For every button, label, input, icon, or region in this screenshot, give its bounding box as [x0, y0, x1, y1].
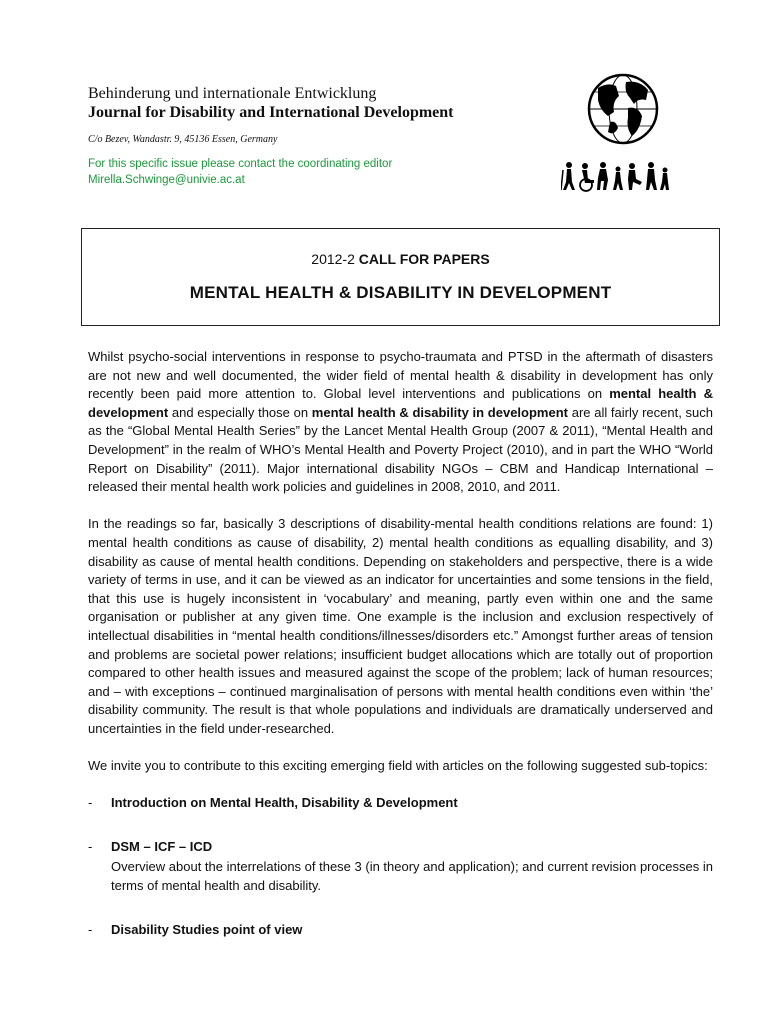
contact-info [88, 156, 454, 188]
intro-paragraph [88, 348, 713, 497]
topic-title: DSM – ICF – ICD [111, 838, 213, 854]
invite-paragraph: We invite you to contribute to this exciting emerging field with articles on the following suggested sub-topics: [88, 758, 708, 774]
topic-title: Introduction on Mental Health, Disability & Development [111, 795, 458, 811]
issue-number: 2012-2 [311, 251, 355, 267]
contact-text: For this specific issue please contact the coordinating editor [88, 158, 393, 170]
call-heading [82, 251, 719, 267]
intro-bold-2: mental health & disability in development [311, 404, 568, 420]
topic-item [88, 794, 713, 813]
topic-item [88, 838, 713, 896]
journal-address: C/o Bezev, Wandastr. 9, 45136 Essen, Germany [88, 134, 278, 145]
bullet-dash: - [88, 795, 93, 811]
document-body [88, 348, 713, 964]
topic-item [88, 921, 713, 940]
intro-text-2: and especially those on [168, 404, 312, 420]
topic-list [88, 794, 713, 939]
call-title: MENTAL HEALTH & DISABILITY IN DEVELOPMENT [189, 283, 612, 302]
disability-figures-icon [561, 160, 671, 192]
readings-paragraph: In the readings so far, basically 3 descriptions of disability-mental health conditions relations are found: 1) mental health conditions as cause of disability, 2) mental health conditions as equalling disability, and 3) disability as cause of mental health conditions. Depending on stakeholders and perspective, there is a wide variety of terms in use, and it can be viewed as an indicator for uncertainties and some tensions in the field, that this use is hugely inconsistent in ‘vocabulary’ and meaning, partly even within one and the same organisation or publisher at any given time. One example is the inclusion and exclusion respectively of intellectual disabilities in “mental health conditions/illnesses/disorders etc.” Amongst further areas of tension and problems are societal power relations; insufficient budget allocations which are totally out of proportion compared to other health issues and measured against the scope of the problem; lack of human resources; and – with exceptions – continued marginalisation of persons with mental health conditions even within ‘the’ disability community. The result is that whole populations and individuals are dramatically underserved and uncertainties in the field under-researched. [88, 516, 713, 736]
intro-bold-1: mental health & development [88, 386, 713, 420]
journal-header [88, 84, 454, 188]
journal-title-english: Journal for Disability and International Development [88, 104, 454, 121]
journal-title-german: Behinderung und internationale Entwicklung [88, 85, 377, 102]
intro-text-3: are all fairly recent, such as the “Global Mental Health Series” by the Lancet Mental Health Group (2007 & 2011), “Mental Health and Development” in the realm of WHO’s Mental Health and Poverty Project (2010), and in part the WHO “World Report on Disability” (2011). Major international disability NGOs – CBM and Handicap International – released their mental health work policies and guidelines in 2008, 2010, and 2011. [88, 404, 713, 495]
contact-email[interactable]: Mirella.Schwinge@univie.ac.at [88, 174, 245, 186]
bullet-dash: - [88, 921, 93, 937]
intro-text-1: Whilst psycho-social interventions in response to psycho-traumata and PTSD in the aftermath of disasters are not new and well documented, the wider field of mental health & disability in development has only recently been paid more attention to. Global level interventions and publications on [88, 349, 713, 402]
topic-title: Disability Studies point of view [111, 921, 303, 937]
call-label: CALL FOR PAPERS [358, 251, 490, 267]
call-for-papers-box [81, 228, 720, 326]
globe-icon [586, 72, 660, 146]
bullet-dash: - [88, 838, 93, 854]
topic-description: Overview about the interrelations of these 3 (in theory and application); and current revision processes in terms of mental health and disability. [111, 859, 713, 894]
